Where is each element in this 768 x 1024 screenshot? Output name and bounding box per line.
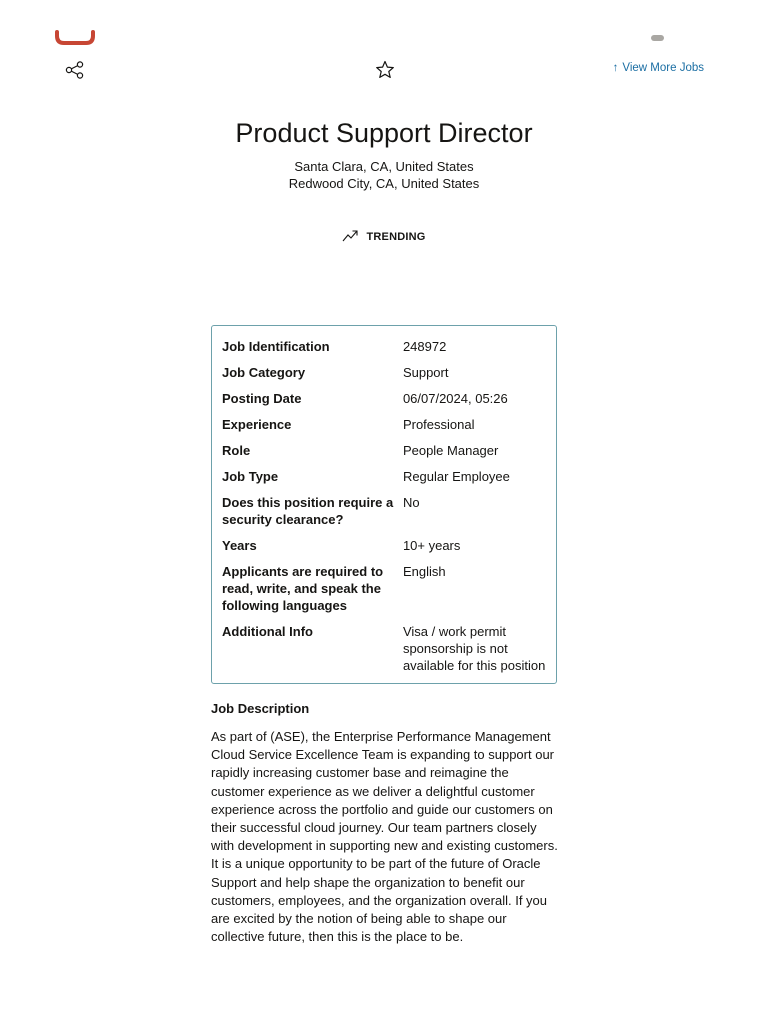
trending-up-icon [342,230,358,242]
detail-label: Does this position require a security clearance? [222,495,394,527]
detail-label: Additional Info [222,624,313,639]
detail-value: 10+ years [402,538,461,553]
job-location: Santa Clara, CA, United States [294,159,474,174]
arrow-up-icon: ↑ [612,62,619,74]
detail-value: 248972 [402,339,447,354]
detail-row [222,390,556,407]
job-details-table [211,325,557,684]
detail-value: 06/07/2024, 05:26 [402,391,508,406]
detail-row [222,442,556,459]
profile-indicator-icon[interactable] [651,35,664,41]
star-icon [374,59,396,81]
detail-label: Job Category [222,365,306,380]
detail-row [222,537,556,554]
detail-value: No [402,495,420,510]
detail-value: People Manager [402,443,499,458]
share-icon [65,60,85,80]
detail-label: Job Identification [222,339,330,354]
view-more-jobs-link[interactable] [613,62,704,74]
view-more-jobs-label: View More Jobs [622,62,704,74]
detail-label: Years [222,538,257,553]
oracle-logo-icon[interactable] [55,28,95,46]
job-description-heading: Job Description [211,701,310,716]
detail-value: Support [402,365,449,380]
favorite-button[interactable] [374,59,396,81]
detail-label: Posting Date [222,391,302,406]
detail-row [222,338,556,355]
trending-badge [0,230,768,243]
job-locations [0,158,768,192]
detail-value: English [402,564,446,579]
detail-row [222,468,556,485]
detail-value: Visa / work permit sponsorship is not available for this position [402,624,546,673]
detail-row [222,416,556,433]
trending-label: TRENDING [366,231,426,243]
detail-label: Applicants are required to read, write, and speak the following languages [222,564,384,613]
job-title: Product Support Director [235,118,533,148]
detail-row [222,563,556,614]
job-description-text: As part of (ASE), the Enterprise Performance Management Cloud Service Excellence Team is expanding to support our rapidly increasing customer base and reimagine the customer experience as we deliver a delightful customer experience across the portfolio and guide our customers on their successful cloud journey. Our team partners closely with development in supporting new and existing customers. It is a unique opportunity to be part of the future of Oracle Support and help shape the organization to benefit our customers, employees, and the organization overall. If you are excited by the notion of being able to shape our collective future, then this is the place to be. [211,729,558,945]
detail-value: Professional [402,417,475,432]
detail-row [222,494,556,528]
detail-row [222,623,556,674]
share-button[interactable] [65,60,85,80]
detail-value: Regular Employee [402,469,510,484]
detail-label: Role [222,443,251,458]
detail-label: Experience [222,417,292,432]
job-location: Redwood City, CA, United States [288,176,480,191]
detail-label: Job Type [222,469,279,484]
detail-row [222,364,556,381]
